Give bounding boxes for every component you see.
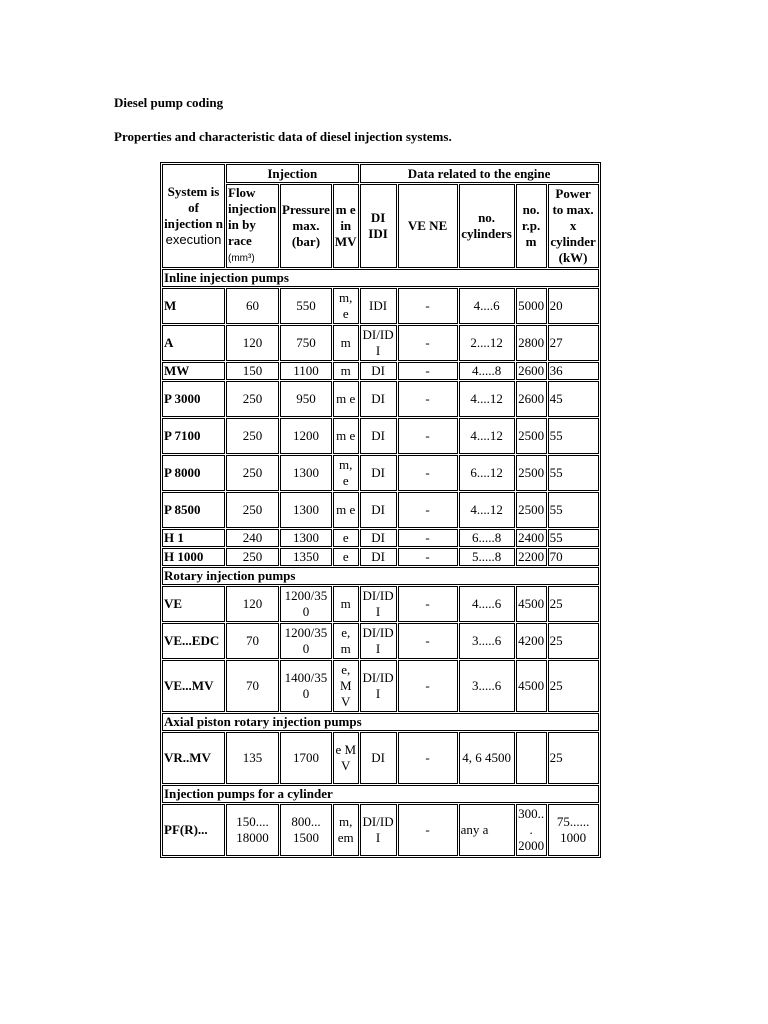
cell-rpm: 2800 xyxy=(516,325,547,361)
cell-rpm: 5000 xyxy=(516,288,547,324)
cell-flow: 150.... 18000 xyxy=(226,804,279,856)
cell-cyl: 6.....8 xyxy=(459,529,515,547)
header-flow: Flow injection in by race (mm³) xyxy=(226,184,279,268)
table-row xyxy=(162,492,599,528)
cell-pressure: 1350 xyxy=(280,548,332,566)
cell-flow: 250 xyxy=(226,381,279,417)
cell-rpm: 4500 xyxy=(516,586,547,622)
cell-vene: - xyxy=(398,732,458,784)
cell-system: P 8000 xyxy=(162,455,225,491)
cell-pressure: 550 xyxy=(280,288,332,324)
cell-mev: m e xyxy=(333,418,359,454)
cell-diidi: DI xyxy=(360,492,397,528)
cell-cyl: 2....12 xyxy=(459,325,515,361)
cell-pressure: 750 xyxy=(280,325,332,361)
cell-diidi: IDI xyxy=(360,288,397,324)
cell-power: 70 xyxy=(548,548,599,566)
cell-flow: 60 xyxy=(226,288,279,324)
cell-rpm: 2600 xyxy=(516,362,547,380)
cell-rpm: 4500 xyxy=(516,660,547,712)
header-pressure: Pressure max. (bar) xyxy=(280,184,332,268)
cell-system: VE...EDC xyxy=(162,623,225,659)
cell-pressure: 1400/35 0 xyxy=(280,660,332,712)
cell-vene: - xyxy=(398,325,458,361)
table-row xyxy=(162,455,599,491)
cell-cyl: 3.....6 xyxy=(459,623,515,659)
cell-flow: 150 xyxy=(226,362,279,380)
section-title: Rotary injection pumps xyxy=(162,567,599,585)
cell-vene: - xyxy=(398,586,458,622)
cell-flow: 250 xyxy=(226,492,279,528)
header-di-idi: DI IDI xyxy=(360,184,397,268)
section-title: Injection pumps for a cylinder xyxy=(162,785,599,803)
cell-vene: - xyxy=(398,548,458,566)
cell-system: MW xyxy=(162,362,225,380)
cell-diidi: DI xyxy=(360,418,397,454)
section-row xyxy=(162,567,599,585)
header-system: System is of injection n execution xyxy=(162,164,225,268)
cell-power: 55 xyxy=(548,529,599,547)
cell-flow: 70 xyxy=(226,623,279,659)
cell-rpm: 300.. . 2000 xyxy=(516,804,547,856)
section-title: Inline injection pumps xyxy=(162,269,599,287)
cell-vene: - xyxy=(398,455,458,491)
header-mev: m e in MV xyxy=(333,184,359,268)
cell-diidi: DI xyxy=(360,381,397,417)
cell-power: 20 xyxy=(548,288,599,324)
cell-pressure: 1300 xyxy=(280,455,332,491)
cell-pressure: 1300 xyxy=(280,529,332,547)
cell-pressure: 800... 1500 xyxy=(280,804,332,856)
cell-cyl: 5.....8 xyxy=(459,548,515,566)
header-ve-ne: VE NE xyxy=(398,184,458,268)
table-row xyxy=(162,288,599,324)
cell-mev: m e xyxy=(333,381,359,417)
cell-power: 36 xyxy=(548,362,599,380)
section-row xyxy=(162,269,599,287)
cell-cyl: 3.....6 xyxy=(459,660,515,712)
cell-power: 25 xyxy=(548,623,599,659)
cell-vene: - xyxy=(398,492,458,528)
table-row xyxy=(162,586,599,622)
cell-flow: 135 xyxy=(226,732,279,784)
cell-power: 55 xyxy=(548,492,599,528)
cell-cyl: 4....6 xyxy=(459,288,515,324)
cell-system: VE...MV xyxy=(162,660,225,712)
cell-power: 25 xyxy=(548,586,599,622)
header-cylinders: no. cylinders xyxy=(459,184,515,268)
header-rpm: no. r.p. m xyxy=(516,184,547,268)
cell-rpm: 2500 xyxy=(516,455,547,491)
cell-power: 45 xyxy=(548,381,599,417)
cell-mev: e M V xyxy=(333,732,359,784)
section-title: Axial piston rotary injection pumps xyxy=(162,713,599,731)
cell-vene: - xyxy=(398,623,458,659)
cell-rpm: 4200 xyxy=(516,623,547,659)
cell-rpm: 2500 xyxy=(516,418,547,454)
header-power: Power to max. x cylinder (kW) xyxy=(548,184,599,268)
header-injection: Injection xyxy=(226,164,359,183)
cell-power: 55 xyxy=(548,418,599,454)
cell-power: 27 xyxy=(548,325,599,361)
cell-system: H 1000 xyxy=(162,548,225,566)
header-flow-unit: (mm³) xyxy=(228,253,255,264)
cell-system: H 1 xyxy=(162,529,225,547)
cell-mev: e, m xyxy=(333,623,359,659)
cell-rpm: 2500 xyxy=(516,492,547,528)
cell-cyl: 4....12 xyxy=(459,492,515,528)
header-engine: Data related to the engine xyxy=(360,164,599,183)
cell-mev: m, e xyxy=(333,288,359,324)
cell-system: A xyxy=(162,325,225,361)
cell-diidi: DI xyxy=(360,732,397,784)
cell-flow: 70 xyxy=(226,660,279,712)
cell-pressure: 1700 xyxy=(280,732,332,784)
cell-vene: - xyxy=(398,804,458,856)
cell-cyl: 4, 6 4500 xyxy=(459,732,515,784)
injection-systems-table xyxy=(160,162,601,858)
cell-system: P 3000 xyxy=(162,381,225,417)
cell-power: 25 xyxy=(548,732,599,784)
cell-system: P 7100 xyxy=(162,418,225,454)
table-row xyxy=(162,804,599,856)
cell-mev: m, e xyxy=(333,455,359,491)
cell-diidi: DI/ID I xyxy=(360,623,397,659)
cell-diidi: DI/ID I xyxy=(360,586,397,622)
cell-mev: m xyxy=(333,325,359,361)
table-row xyxy=(162,381,599,417)
cell-cyl: 4.....8 xyxy=(459,362,515,380)
cell-flow: 240 xyxy=(226,529,279,547)
cell-system: VR..MV xyxy=(162,732,225,784)
cell-power: 25 xyxy=(548,660,599,712)
cell-vene: - xyxy=(398,660,458,712)
cell-mev: e xyxy=(333,529,359,547)
cell-system: PF(R)... xyxy=(162,804,225,856)
cell-vene: - xyxy=(398,381,458,417)
cell-cyl: 4....12 xyxy=(459,418,515,454)
table-row xyxy=(162,325,599,361)
cell-rpm xyxy=(516,732,547,784)
cell-flow: 120 xyxy=(226,325,279,361)
cell-flow: 120 xyxy=(226,586,279,622)
cell-vene: - xyxy=(398,288,458,324)
cell-rpm: 2600 xyxy=(516,381,547,417)
cell-flow: 250 xyxy=(226,548,279,566)
cell-diidi: DI/ID I xyxy=(360,325,397,361)
cell-pressure: 950 xyxy=(280,381,332,417)
table-row xyxy=(162,732,599,784)
cell-pressure: 1200/35 0 xyxy=(280,623,332,659)
cell-pressure: 1200 xyxy=(280,418,332,454)
cell-power: 55 xyxy=(548,455,599,491)
section-row xyxy=(162,713,599,731)
table-row xyxy=(162,362,599,380)
cell-system: M xyxy=(162,288,225,324)
table-row xyxy=(162,529,599,547)
cell-mev: m, em xyxy=(333,804,359,856)
table-row xyxy=(162,623,599,659)
cell-mev: m xyxy=(333,586,359,622)
cell-diidi: DI xyxy=(360,362,397,380)
section-row xyxy=(162,785,599,803)
document-subtitle: Properties and characteristic data of diesel injection systems. xyxy=(114,129,452,144)
cell-mev: m xyxy=(333,362,359,380)
cell-rpm: 2400 xyxy=(516,529,547,547)
cell-cyl: 6....12 xyxy=(459,455,515,491)
table-row xyxy=(162,418,599,454)
cell-diidi: DI xyxy=(360,455,397,491)
cell-power: 75...... 1000 xyxy=(548,804,599,856)
cell-system: VE xyxy=(162,586,225,622)
cell-vene: - xyxy=(398,362,458,380)
cell-pressure: 1300 xyxy=(280,492,332,528)
cell-vene: - xyxy=(398,418,458,454)
document-title: Diesel pump coding xyxy=(114,95,224,110)
cell-cyl: 4....12 xyxy=(459,381,515,417)
cell-diidi: DI/ID I xyxy=(360,804,397,856)
cell-cyl: 4.....6 xyxy=(459,586,515,622)
table-row xyxy=(162,660,599,712)
cell-pressure: 1100 xyxy=(280,362,332,380)
cell-mev: e, M V xyxy=(333,660,359,712)
cell-mev: e xyxy=(333,548,359,566)
cell-diidi: DI xyxy=(360,548,397,566)
cell-flow: 250 xyxy=(226,418,279,454)
cell-diidi: DI/ID I xyxy=(360,660,397,712)
cell-system: P 8500 xyxy=(162,492,225,528)
table-body xyxy=(162,269,599,856)
cell-pressure: 1200/35 0 xyxy=(280,586,332,622)
cell-flow: 250 xyxy=(226,455,279,491)
header-system-execution: execution xyxy=(165,232,222,247)
cell-diidi: DI xyxy=(360,529,397,547)
cell-cyl: any a xyxy=(459,804,515,856)
cell-vene: - xyxy=(398,529,458,547)
table-row xyxy=(162,548,599,566)
cell-mev: m e xyxy=(333,492,359,528)
cell-rpm: 2200 xyxy=(516,548,547,566)
